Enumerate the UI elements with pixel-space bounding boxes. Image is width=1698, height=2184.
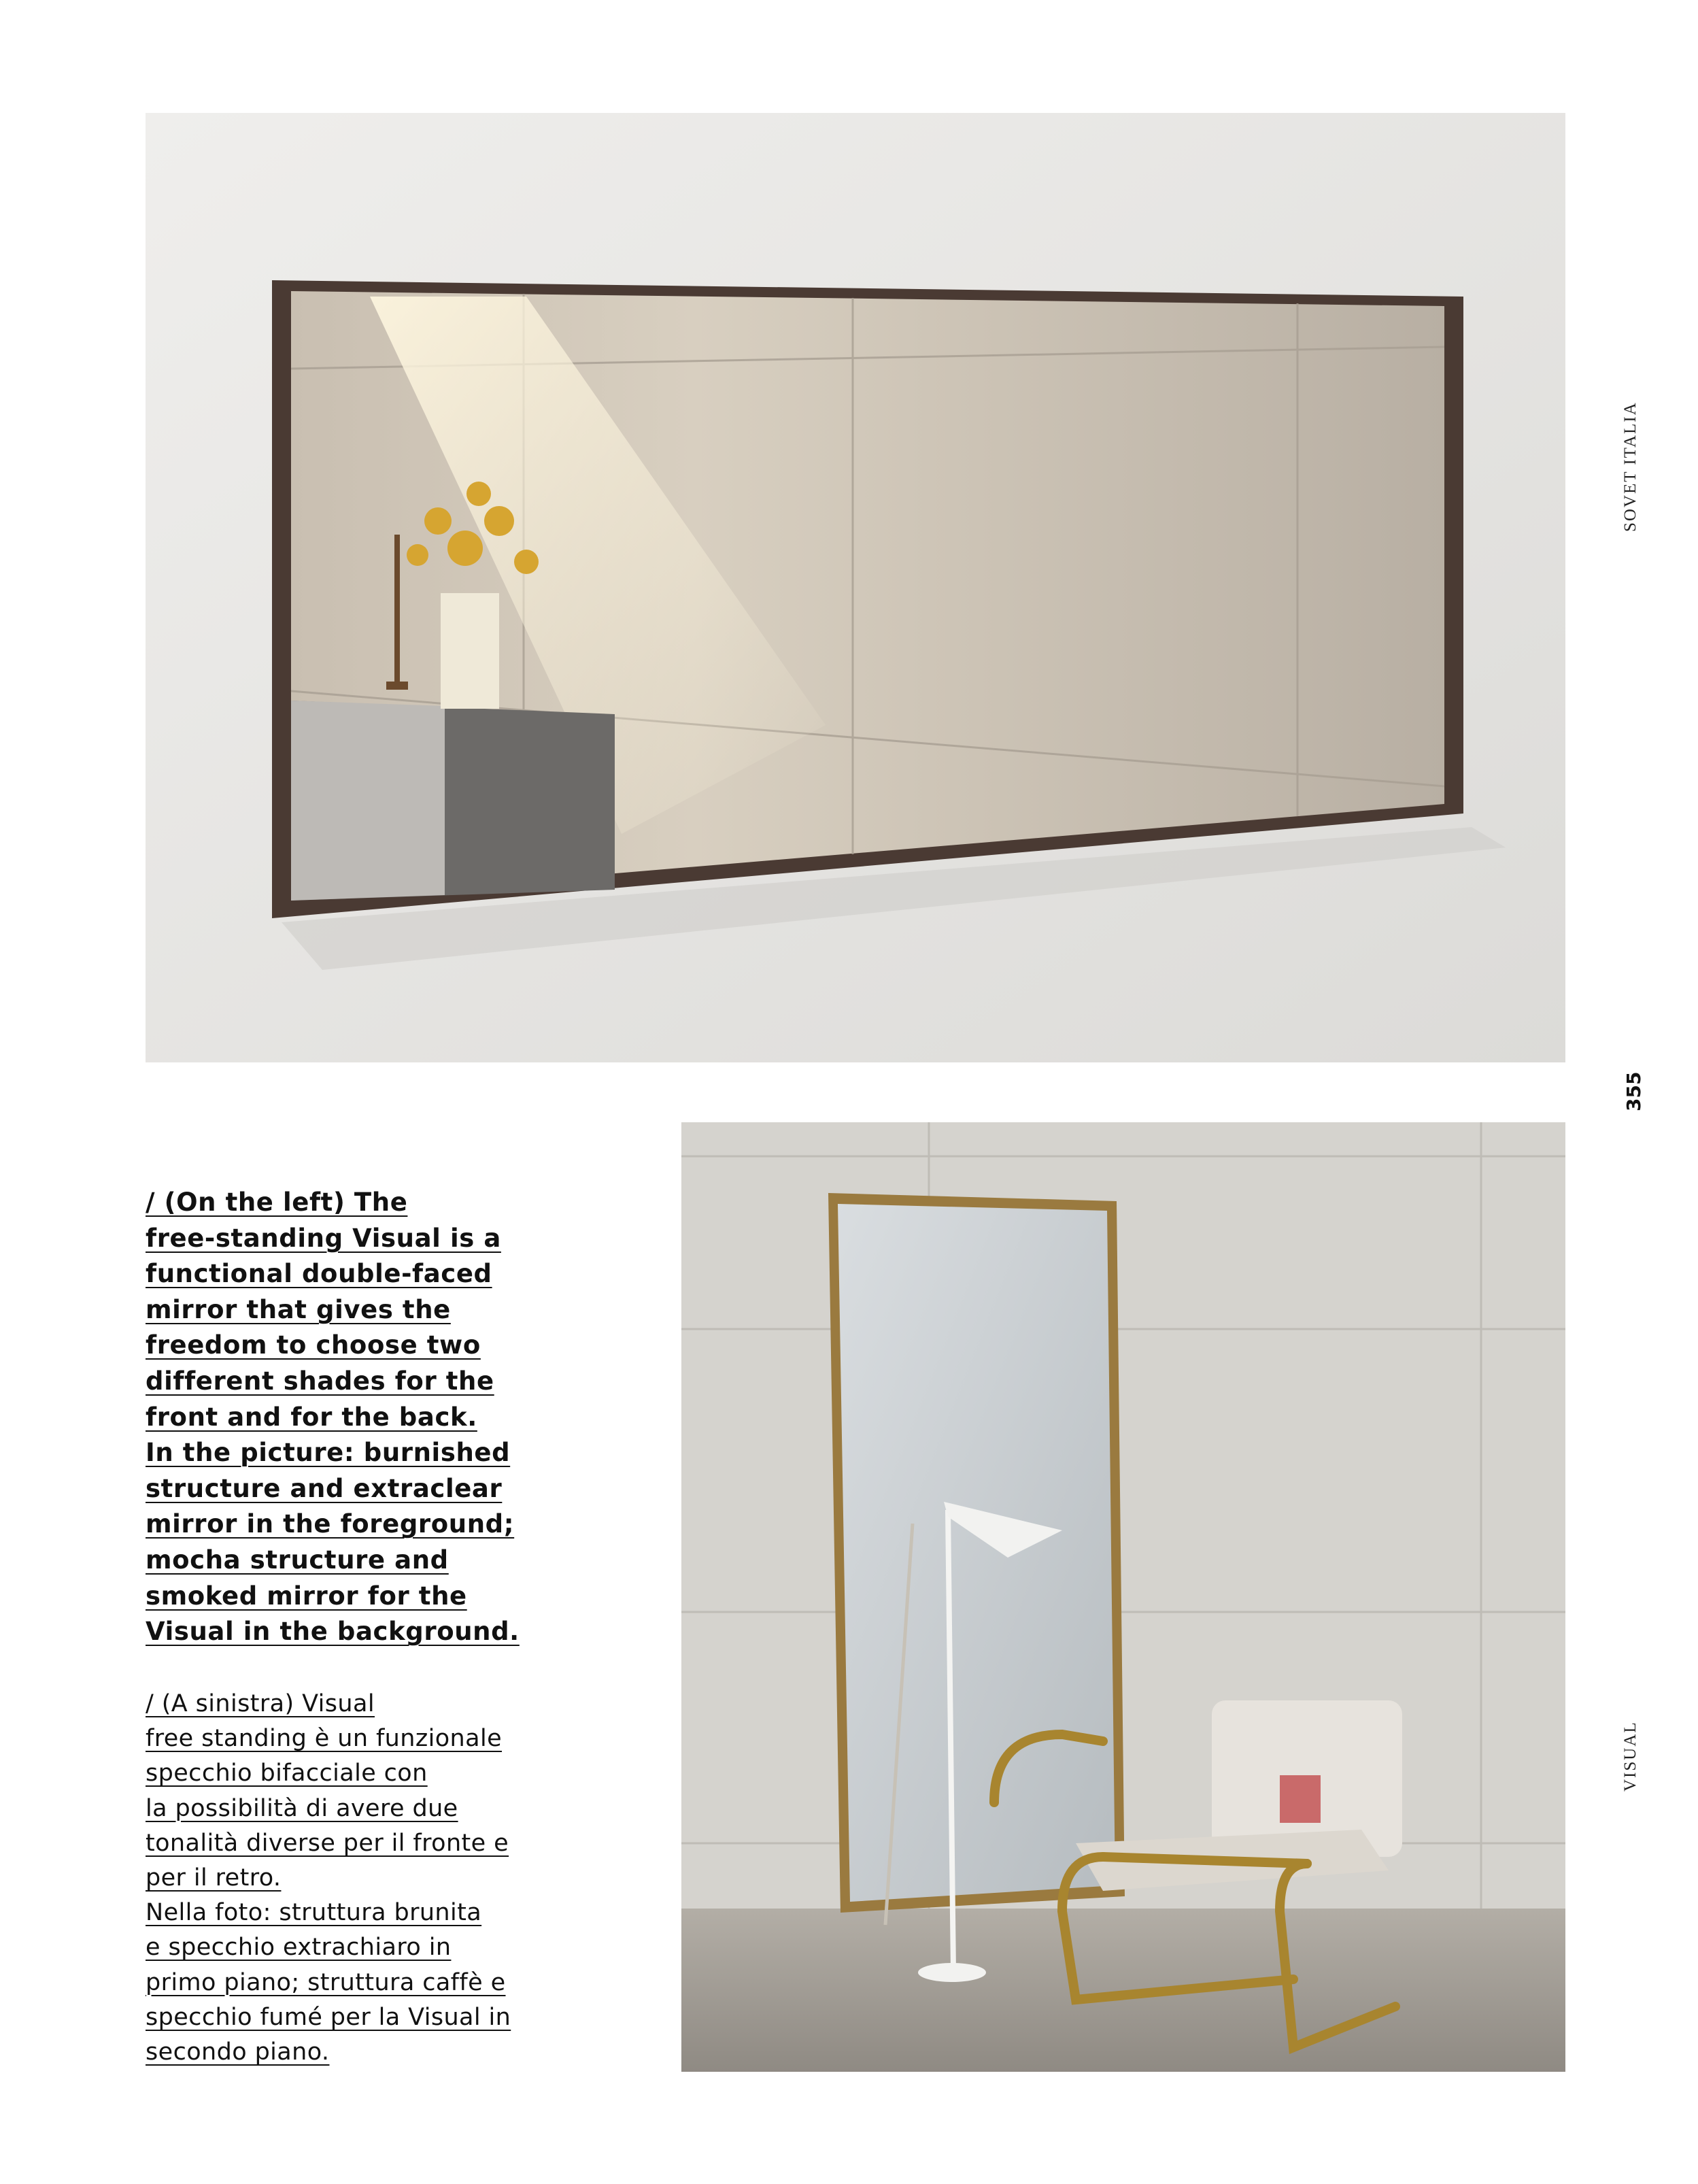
caption-english: / (On the left) The free-standing Visual is a functional double-faced mirror that gives the freedom to choose two different shades for the front and for the back. In the picture: burnished structure and extraclear mirror in the foreground; mocha structure and smoked mirror for the Visual in the background. xyxy=(146,1188,520,1647)
standing-mirror-glass xyxy=(838,1204,1115,1902)
brand-label: SOVET ITALIA xyxy=(1621,401,1640,532)
photo-wall-mirror xyxy=(146,113,1565,1062)
page-number: 355 xyxy=(1623,1071,1645,1111)
free-standing-mirror-illustration xyxy=(681,1122,1565,2072)
section-label: VISUAL xyxy=(1621,1721,1640,1792)
reflected-vase xyxy=(441,593,499,709)
caption-italian: / (A sinistra) Visual free standing è un funzionale specchio bifacciale con la possibilità di avere due tonalità diverse per il fronte e per il retro. Nella foto: struttura brunita e specchio extrachiaro in primo piano; struttura caffè e specchio fumé per la Visual in secondo piano. xyxy=(146,1690,511,2066)
terrazzo-floor xyxy=(681,1909,1565,2072)
photo-free-standing-mirror xyxy=(681,1122,1565,2072)
wall-mirror-illustration xyxy=(146,113,1565,1062)
